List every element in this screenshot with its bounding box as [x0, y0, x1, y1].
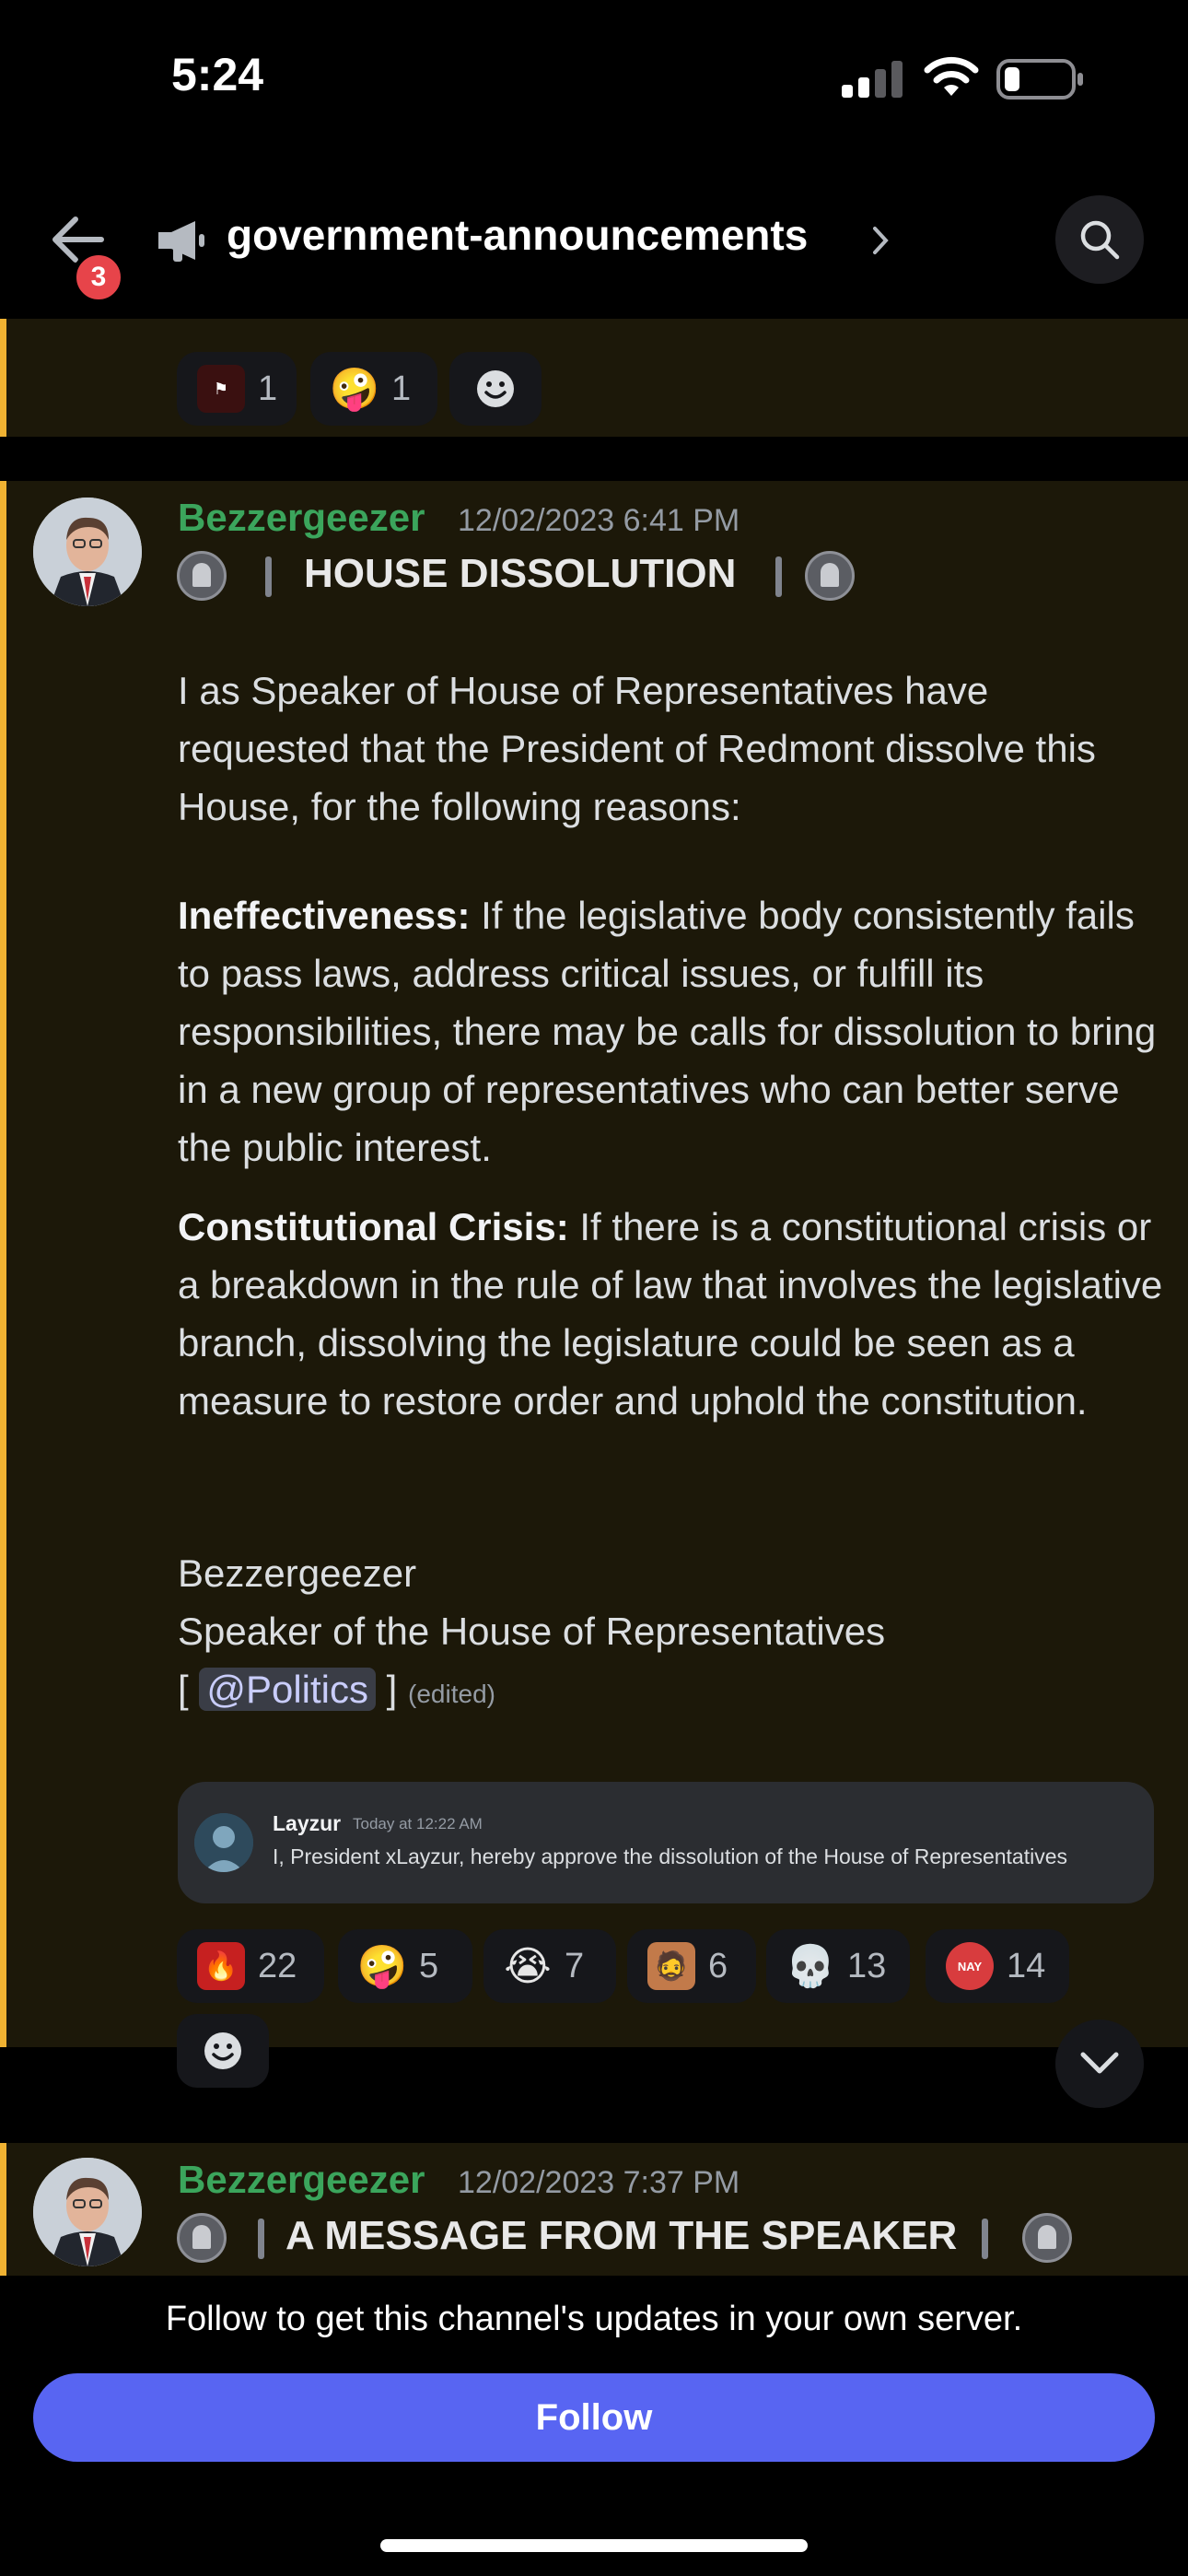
capitol-seal-icon	[177, 551, 227, 601]
chevron-right-icon[interactable]	[871, 225, 890, 256]
message-timestamp: 12/02/2023 6:41 PM	[458, 503, 740, 538]
message-feed[interactable]	[0, 319, 1188, 2276]
avatar[interactable]	[33, 2158, 142, 2266]
point-text: If the legislative body consistently fails to pass laws, address critical issues, or fulfill its responsibilities, there may be calls for dissolution to bring in a new group of representatives who can better serve the public interest.	[178, 894, 1157, 1169]
capitol-seal-icon	[1022, 2213, 1072, 2263]
follow-prompt: Follow to get this channel's updates in your own server.	[165, 2300, 1023, 2338]
role-mention-politics[interactable]: @Politics	[199, 1668, 376, 1711]
unread-badge: 3	[72, 251, 125, 304]
add-reaction-button[interactable]	[449, 352, 542, 426]
red-fire-emoji-icon: 🔥	[197, 1942, 245, 1990]
face-emoji-icon: 🧔	[647, 1942, 695, 1990]
title-divider	[258, 2219, 264, 2259]
message-point-constitutional-crisis	[178, 1198, 1163, 1430]
zany-face-emoji-icon: 🤪	[329, 366, 380, 413]
highlight-bar	[0, 2143, 6, 2276]
message-signature	[178, 1544, 1163, 1723]
add-reaction-button[interactable]	[177, 2014, 269, 2088]
highlight-bar	[0, 481, 6, 2047]
embed-author: Layzur	[273, 1811, 342, 1835]
message-point-ineffectiveness	[178, 886, 1163, 1177]
capitol-seal-icon	[805, 551, 855, 601]
chevron-down-icon	[1079, 2047, 1120, 2080]
title-divider	[265, 556, 272, 597]
message-title: HOUSE DISSOLUTION	[304, 551, 737, 596]
signature-name: Bezzergeezer	[178, 1551, 417, 1595]
embed-time: Today at 12:22 AM	[353, 1815, 483, 1832]
reaction-gulag[interactable]: ⚑ 1	[177, 352, 297, 426]
point-label: Ineffectiveness:	[178, 894, 471, 937]
previous-message	[0, 319, 1188, 437]
reaction-skull[interactable]: 💀 13	[766, 1929, 910, 2003]
mention-line: [ @Politics ] (edited)	[178, 1668, 495, 1711]
point-text: If there is a constitutional crisis or a breakdown in the rule of law that involves the legislative branch, dissolving the legislature could be seen as a measure to restore order and uphold the constitution.	[178, 1205, 1163, 1423]
title-divider	[775, 556, 782, 597]
embed-text: I, President xLayzur, hereby approve the dissolution of the House of Representatives	[273, 1844, 1068, 1868]
smiley-add-icon	[201, 2029, 245, 2073]
highlight-bar	[0, 319, 6, 437]
follow-button[interactable]: Follow	[33, 2373, 1155, 2462]
reaction-zany-face[interactable]: 🤪 5	[338, 1929, 472, 2003]
channel-title[interactable]: government-announcements	[227, 211, 809, 259]
embed-avatar	[194, 1813, 253, 1872]
search-button[interactable]	[1055, 195, 1144, 284]
status-bar	[0, 0, 1188, 166]
zany-face-emoji-icon: 🤪	[356, 1943, 408, 1990]
nay-emoji-icon: NAY	[946, 1942, 994, 1990]
message-title: A MESSAGE FROM THE SPEAKER	[285, 2213, 958, 2258]
gulag-emoji-icon: ⚑	[197, 365, 245, 413]
reaction-crying-face[interactable]: 😭 7	[483, 1929, 616, 2003]
skull-emoji-icon: 💀	[785, 1943, 836, 1990]
reaction-red-fire[interactable]: 🔥 22	[177, 1929, 324, 2003]
smiley-add-icon	[473, 367, 518, 411]
avatar[interactable]	[33, 498, 142, 606]
message-house-dissolution	[0, 481, 1188, 2047]
reaction-zany-face[interactable]: 🤪 1	[310, 352, 437, 426]
wifi-icon	[923, 55, 980, 100]
announcement-megaphone-icon	[155, 217, 206, 263]
embed-avatar-icon	[194, 1813, 253, 1872]
crying-face-emoji-icon: 😭	[504, 1942, 552, 1990]
message-timestamp: 12/02/2023 7:37 PM	[458, 2165, 740, 2200]
message-intro: I as Speaker of House of Representatives have requested that the President of Redmont dissolve this House, for the following reasons:	[178, 669, 1096, 828]
cellular-signal-icon	[840, 61, 904, 98]
reaction-nay[interactable]: NAY 14	[926, 1929, 1069, 2003]
message-from-the-speaker	[0, 2143, 1188, 2276]
jump-to-latest-button[interactable]	[1055, 2020, 1144, 2108]
point-label: Constitutional Crisis:	[178, 1205, 569, 1248]
message-author[interactable]: Bezzergeezer	[178, 496, 425, 539]
reaction-face[interactable]: 🧔 6	[627, 1929, 756, 2003]
edited-label: (edited)	[408, 1680, 495, 1708]
author-avatar-icon	[33, 498, 142, 606]
title-divider	[982, 2219, 988, 2259]
capitol-seal-icon	[177, 2213, 227, 2263]
battery-icon	[996, 59, 1085, 100]
search-icon	[1079, 219, 1120, 260]
author-avatar-icon	[33, 2158, 142, 2266]
status-time: 5:24	[171, 49, 264, 100]
reply-embed[interactable]	[178, 1782, 1154, 1903]
signature-role: Speaker of the House of Representatives	[178, 1610, 886, 1653]
message-author[interactable]: Bezzergeezer	[178, 2158, 425, 2201]
home-indicator[interactable]	[380, 2539, 808, 2552]
